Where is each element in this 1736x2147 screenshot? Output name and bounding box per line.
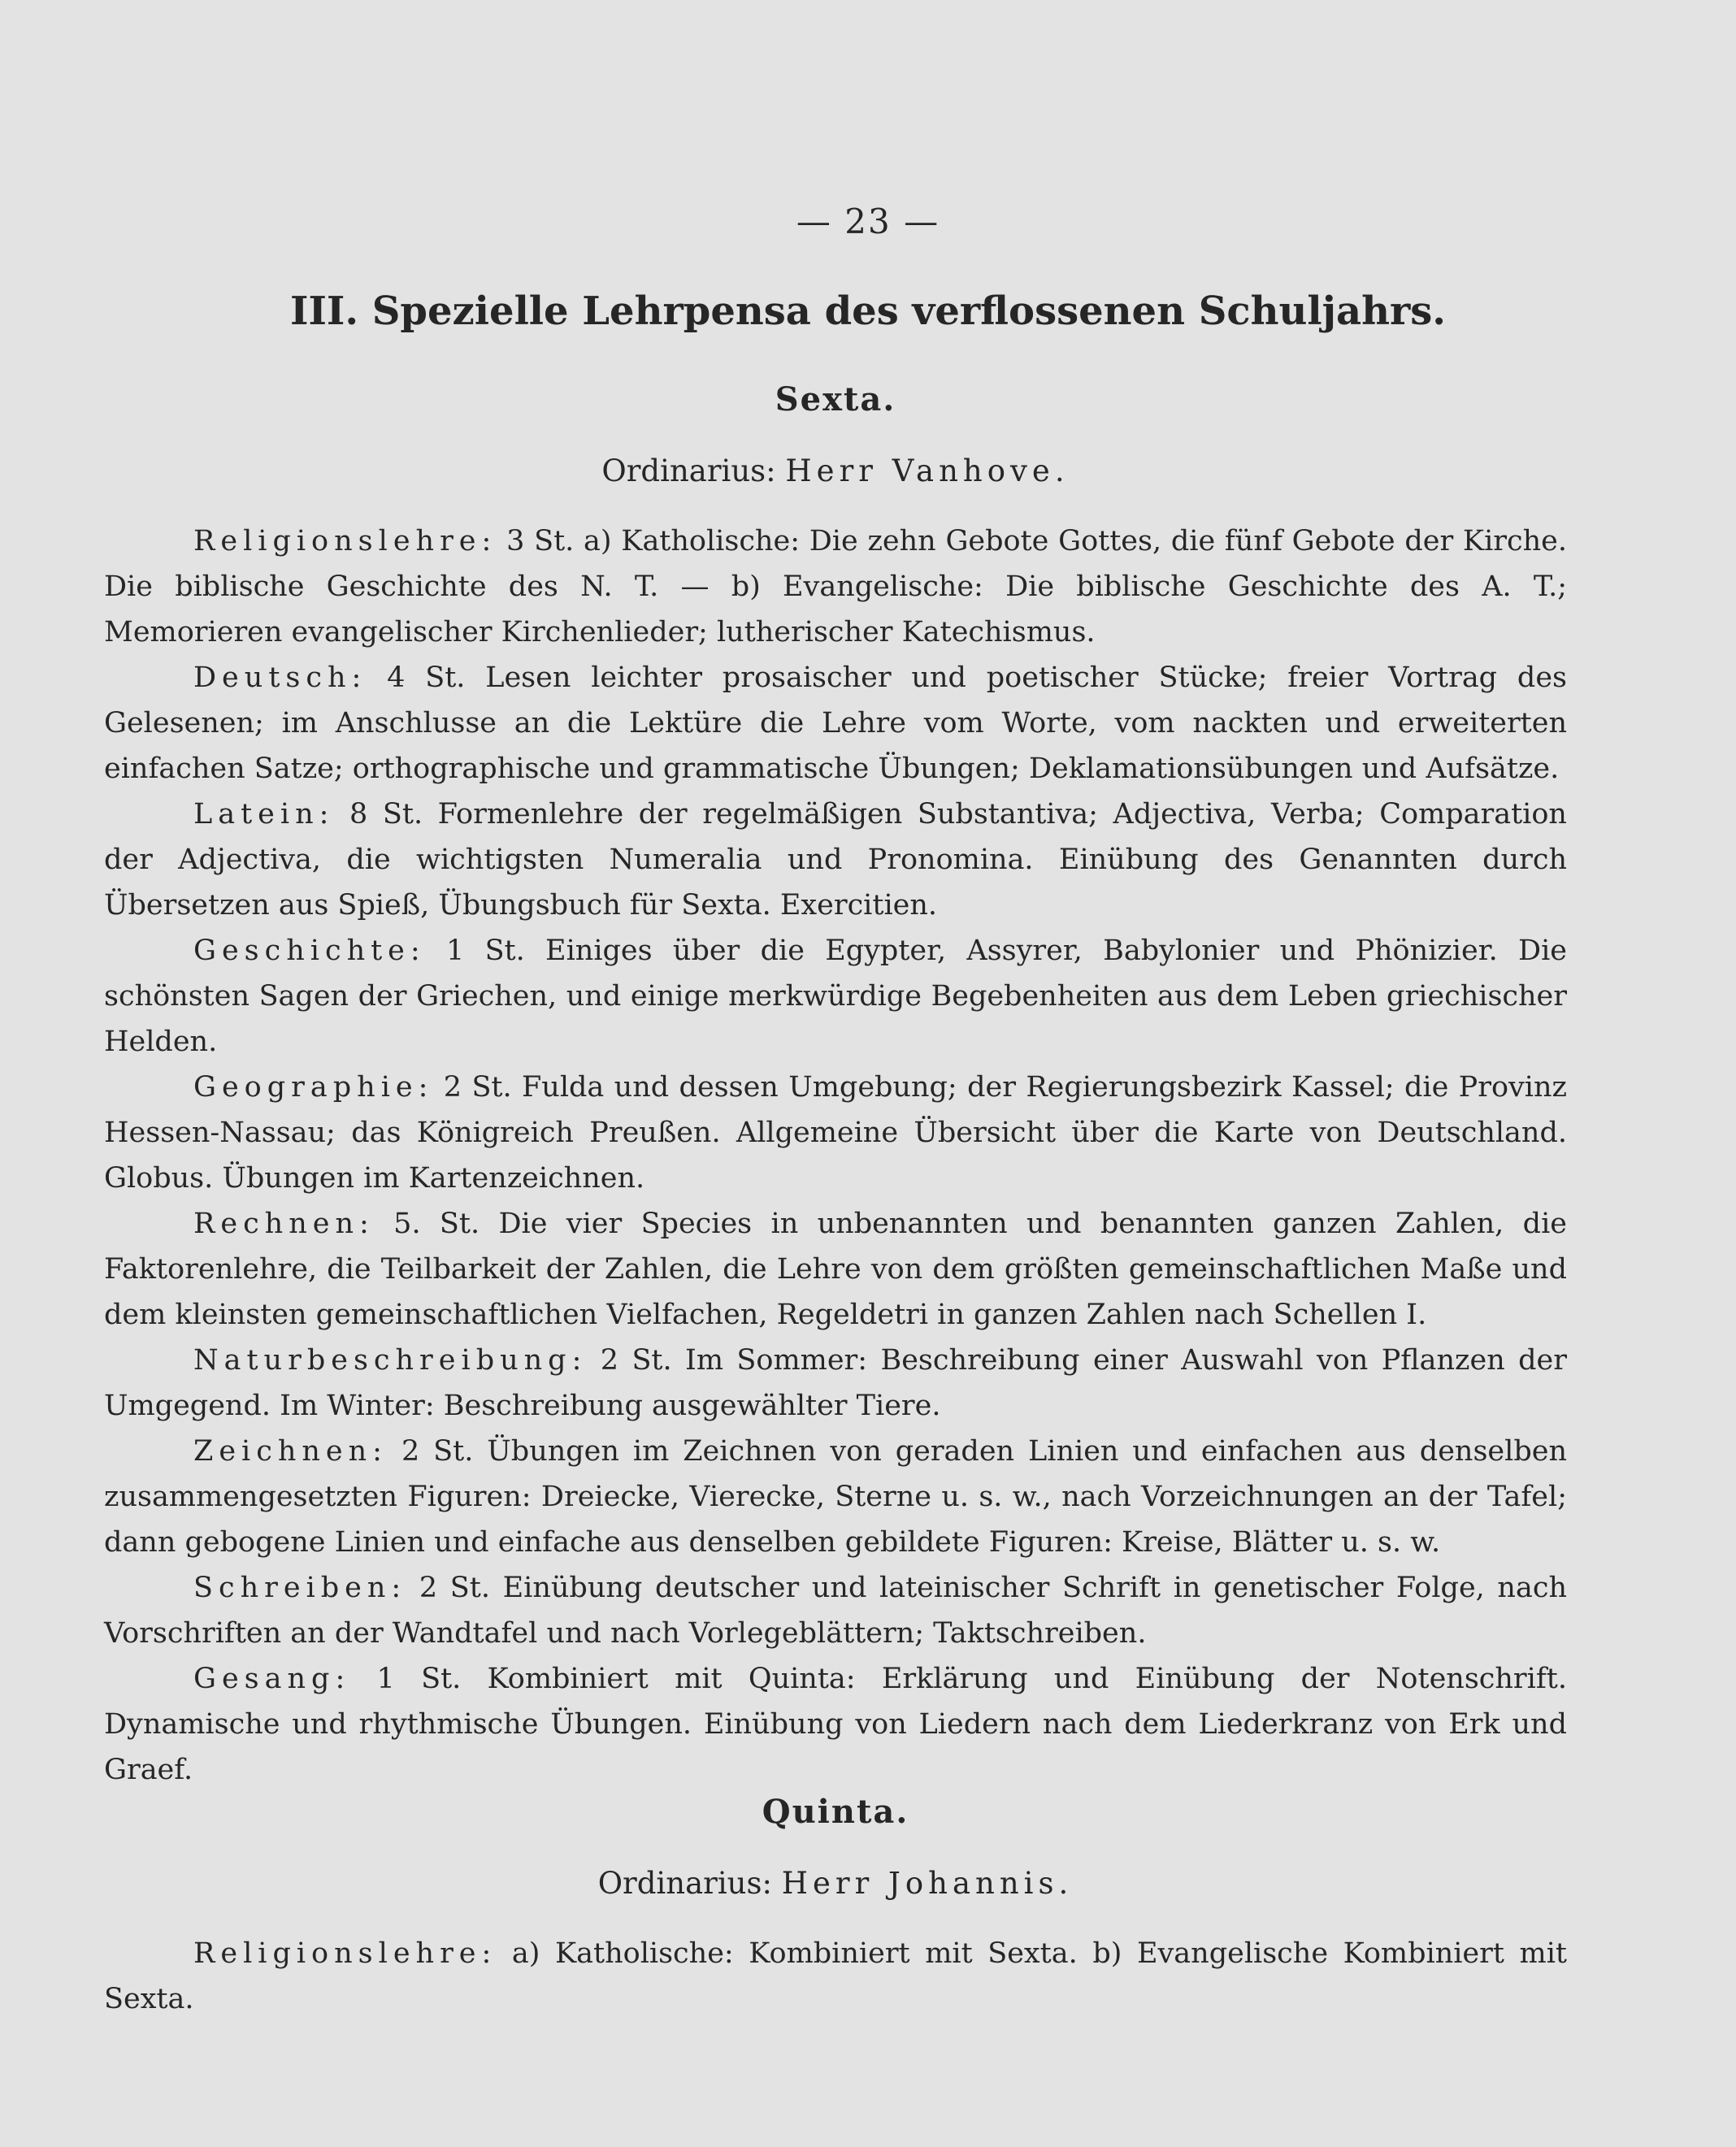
subject-name: Zeichnen: (193, 1435, 388, 1468)
subject-text: 3 St. a) Katholische: Die zehn Gebote Gottes, die fünf Gebote der Kirche. Die biblische Geschichte des N. T. — b) Evangelische: Die biblische Geschichte des A. T.; Memorieren evangelischer Kirchenlieder; lutherischer Katechismus. (104, 525, 1567, 648)
subject-text: 5. St. Die vier Species in unbenannten und benannten ganzen Zahlen, die Faktorenlehre, die Teilbarkeit der Zahlen, die Lehre von dem größten gemeinschaftlichen Maße und dem kleinsten gemeinschaftlichen Vielfachen, Regeldetri in ganzen Zahlen nach Schellen I. (104, 1208, 1567, 1331)
subject-religionslehre (104, 518, 1567, 655)
subject-name: Geographie: (193, 1071, 434, 1104)
sexta-ordinarius (104, 449, 1567, 494)
subject-name: Geschichte: (193, 935, 426, 967)
sexta-heading: Sexta. (775, 380, 896, 419)
subject-gesang (104, 1656, 1567, 1793)
subject-name: Religionslehre: (193, 525, 497, 557)
ordinarius-label: Ordinarius: (601, 453, 776, 488)
quinta-ordinarius (104, 1861, 1567, 1906)
subject-schreiben (104, 1565, 1567, 1656)
subject-name: Naturbeschreibung: (193, 1344, 588, 1377)
subject-text: 2 St. Übungen im Zeichnen von geraden Linien und einfachen aus denselben zusammengesetzten Figuren: Dreiecke, Vierecke, Sterne u. s. w., nach Vorzeichnungen an der Tafel; dann gebogene Linien und einfache aus denselben gebildete Figuren: Kreise, Blätter u. s. w. (104, 1435, 1567, 1559)
subject-text: a) Katholische: Kombiniert mit Sexta. b) Evangelische Kombiniert mit Sexta. (104, 1937, 1567, 2015)
subject-name: Schreiben: (193, 1572, 407, 1604)
page-number: — 23 — (796, 202, 940, 241)
subject-text: 8 St. Formenlehre der regelmäßigen Substantiva; Adjectiva, Verba; Comparation der Adjectiva, die wichtigsten Numeralia und Pronomina. Einübung des Genannten durch Übersetzen aus Spieß, Übungsbuch für Sexta. Exercitien. (104, 798, 1567, 922)
subject-zeichnen (104, 1429, 1567, 1565)
subject-name: Gesang: (193, 1663, 351, 1695)
subject-name: Rechnen: (193, 1208, 375, 1240)
subject-name: Religionslehre: (193, 1937, 497, 1970)
subject-text: 2 St. Im Sommer: Beschreibung einer Auswahl von Pflanzen der Umgegend. Im Winter: Beschreibung ausgewählter Tiere. (104, 1344, 1567, 1422)
ordinarius-label: Ordinarius: (597, 1866, 772, 1901)
subject-name: Latein: (193, 798, 335, 831)
subject-text: 1 St. Kombiniert mit Quinta: Erklärung und Einübung der Notenschrift. Dynamische und rhythmische Übungen. Einübung von Liedern nach dem Liederkranz von Erk und Graef. (104, 1663, 1567, 1786)
quinta-section (104, 1788, 1567, 2022)
subject-text: 4 St. Lesen leichter prosaischer und poetischer Stücke; freier Vortrag des Gelesenen; im Anschlusse an die Lektüre die Lehre vom Worte, vom nackten und erweiterten einfachen Satze; orthographische und grammatische Übungen; Deklamationsübungen und Aufsätze. (104, 661, 1567, 785)
ordinarius-name: Herr Johannis. (781, 1866, 1074, 1901)
section-title: III. Spezielle Lehrpensa des verflossenen Schuljahrs. (289, 288, 1447, 334)
subject-rechnen (104, 1201, 1567, 1338)
quinta-heading: Quinta. (762, 1793, 909, 1831)
subject-text: 2 St. Einübung deutscher und lateinischer Schrift in genetischer Folge, nach Vorschriften an der Wandtafel und nach Vorlegeblättern; Taktschreiben. (104, 1572, 1567, 1650)
subject-geographie (104, 1065, 1567, 1201)
subject-latein (104, 792, 1567, 928)
subject-religionslehre (104, 1931, 1567, 2022)
sexta-section (104, 375, 1567, 1793)
ordinarius-name: Herr Vanhove. (785, 453, 1070, 488)
subject-name: Deutsch: (193, 661, 367, 694)
subject-deutsch (104, 655, 1567, 792)
subject-text: 1 St. Einiges über die Egypter, Assyrer, Babylonier und Phönizier. Die schönsten Sagen der Griechen, und einige merkwürdige Begebenheiten aus dem Leben griechischer Helden. (104, 935, 1567, 1058)
subject-naturbeschreibung (104, 1338, 1567, 1429)
subject-geschichte (104, 928, 1567, 1065)
subject-text: 2 St. Fulda und dessen Umgebung; der Regierungsbezirk Kassel; die Provinz Hessen-Nassau; das Königreich Preußen. Allgemeine Übersicht über die Karte von Deutschland. Globus. Übungen im Kartenzeichnen. (104, 1071, 1567, 1195)
